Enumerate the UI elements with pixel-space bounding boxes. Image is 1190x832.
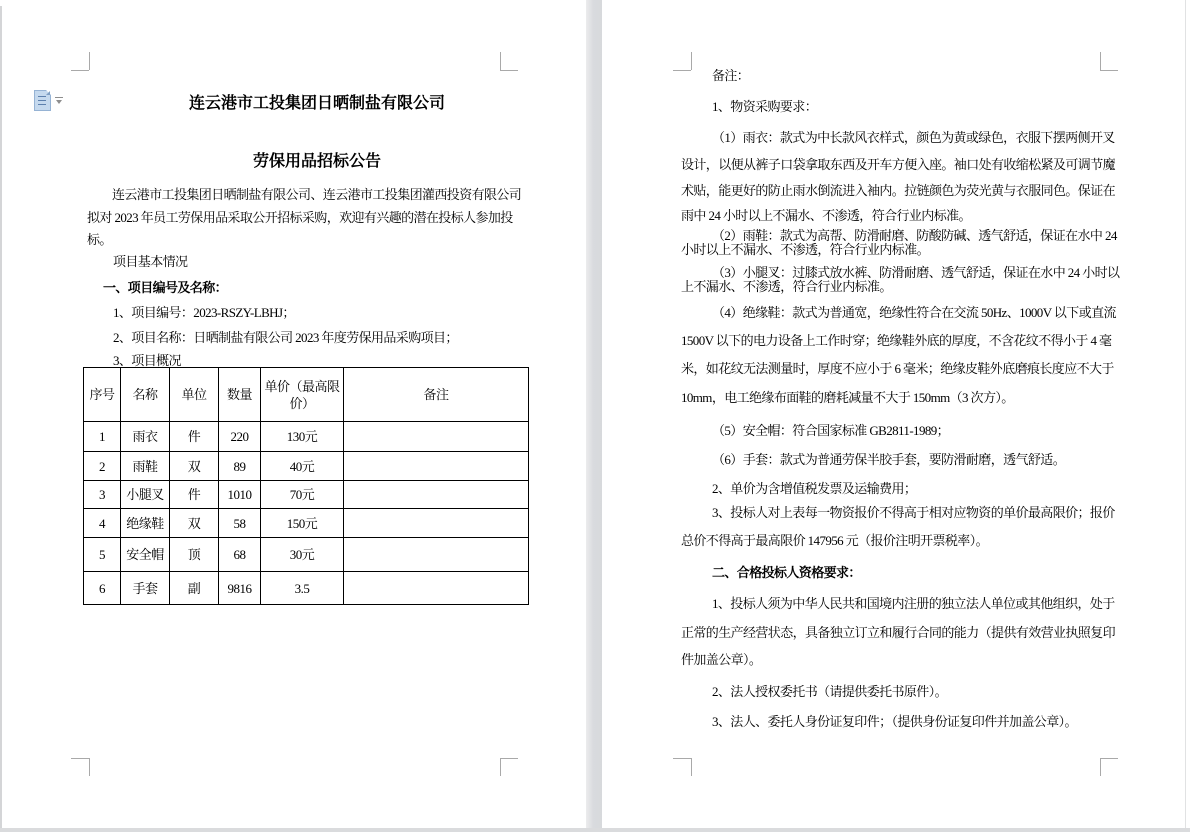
items-table: [83, 367, 529, 605]
chevron-down-icon[interactable]: [55, 97, 63, 98]
page-gap: [586, 0, 602, 828]
section-heading: 二、合格投标人资格要求：: [712, 565, 861, 580]
doc-line-icon: [38, 96, 46, 97]
crop-mark: [673, 758, 691, 759]
body-line: （6）手套：款式为普通劳保半胶手套，要防滑耐磨，透气舒适。: [712, 452, 1066, 467]
cell: 雨衣: [121, 422, 170, 452]
cell: 1: [84, 422, 121, 452]
cell: 小腿叉: [121, 481, 170, 509]
crop-mark: [1100, 52, 1101, 70]
section-line: 2、项目名称：日晒制盐有限公司 2023 年度劳保用品采购项目；: [113, 330, 458, 345]
body-line: 雨中 24 小时以上不漏水、不渗透，符合行业内标准。: [681, 208, 971, 223]
table-row: [84, 422, 529, 452]
intro-line: 拟对 2023 年员工劳保用品采取公开招标采购，欢迎有兴趣的潜在投标人参加投: [87, 210, 513, 225]
body-line: 正常的生产经营状态，具备独立订立和履行合同的能力（提供有效营业执照复印: [681, 625, 1116, 640]
crop-mark: [71, 758, 89, 759]
section-line: 项目基本情况: [113, 254, 188, 269]
col-header: 单价（最高限价）: [261, 368, 344, 422]
doc-line-icon: [38, 104, 46, 105]
body-line: 件加盖公章）。: [681, 652, 762, 667]
intro-line: 标。: [87, 232, 112, 247]
cell: 3: [84, 481, 121, 509]
cell: 4: [84, 509, 121, 538]
crop-mark: [500, 758, 501, 776]
body-line: 3、投标人对上表每一物资报价不得高于相对应物资的单价最高限价；报价: [712, 505, 1115, 520]
cell: [344, 481, 529, 509]
body-line: 上不漏水、不渗透，符合行业内标准。: [681, 279, 892, 294]
cell: 双: [170, 452, 219, 481]
cell: [344, 422, 529, 452]
body-line: （3）小腿叉：过膝式放水裤、防滑耐磨、透气舒适，保证在水中 24 小时以: [712, 265, 1120, 280]
body-line: 术贴，能更好的防止雨水倒流进入袖内。拉链颜色为荧光黄与衣服同色。保证在: [681, 183, 1116, 198]
paste-document-icon: [34, 90, 51, 111]
body-line: 1、投标人须为中华人民共和国境内注册的独立法人单位或其他组织，处于: [712, 596, 1115, 611]
cell: 绝缘鞋: [121, 509, 170, 538]
cell: 40元: [261, 452, 344, 481]
table-row: [84, 452, 529, 481]
table-row: [84, 509, 529, 538]
page-2[interactable]: [602, 0, 1186, 828]
crop-mark: [673, 70, 691, 71]
crop-mark: [500, 758, 518, 759]
crop-mark: [1100, 758, 1101, 776]
cell: 6: [84, 572, 121, 605]
crop-mark: [500, 70, 518, 71]
cell: [344, 572, 529, 605]
col-header: 名称: [121, 368, 170, 422]
section-heading: 一、项目编号及名称：: [103, 280, 228, 295]
section-line: 1、项目编号：2023-RSZY-LBHJ；: [113, 305, 295, 320]
cell: 副: [170, 572, 219, 605]
body-line: 1、物资采购要求：: [712, 99, 818, 114]
crop-mark: [1100, 758, 1118, 759]
cell: 150元: [261, 509, 344, 538]
cell: 70元: [261, 481, 344, 509]
doc-subtitle: 劳保用品招标公告: [252, 153, 381, 170]
cell: [344, 538, 529, 572]
body-line: （1）雨衣：款式为中长款风衣样式，颜色为黄或绿色，衣服下摆两侧开叉: [712, 130, 1115, 145]
body-line: 2、单价为含增值税发票及运输费用；: [712, 481, 917, 496]
body-line: （5）安全帽：符合国家标准 GB2811-1989；: [712, 423, 950, 438]
body-line: 总价不得高于最高限价 147956 元（报价注明开票税率）。: [681, 533, 989, 548]
canvas-left-edge: [0, 6, 2, 828]
cell: 58: [219, 509, 261, 538]
cell: 3.5: [261, 572, 344, 605]
crop-mark: [89, 758, 90, 776]
crop-mark: [89, 52, 90, 70]
crop-mark: [691, 758, 692, 776]
cell: 双: [170, 509, 219, 538]
cell: 件: [170, 422, 219, 452]
cell: 雨鞋: [121, 452, 170, 481]
body-line: 设计，以便从裤子口袋拿取东西及开车方便入座。袖口处有收缩松紧及可调节魔: [681, 157, 1116, 172]
body-line: （2）雨鞋：款式为高帮、防滑耐磨、防酸防碱、透气舒适，保证在水中 24: [712, 228, 1117, 243]
crop-mark: [500, 52, 501, 70]
cell: 220: [219, 422, 261, 452]
cell: 89: [219, 452, 261, 481]
table-row: [84, 481, 529, 509]
table-header-row: [84, 368, 529, 422]
paste-options-button[interactable]: [34, 90, 68, 112]
cell: 手套: [121, 572, 170, 605]
table-row: [84, 538, 529, 572]
cell: 130元: [261, 422, 344, 452]
canvas-right-edge: [1185, 0, 1186, 828]
body-line: 3、法人、委托人身份证复印件；（提供身份证复印件并加盖公章）。: [712, 714, 1077, 729]
cell: 5: [84, 538, 121, 572]
intro-line: 连云港市工投集团日晒制盐有限公司、连云港市工投集团灌西投资有限公司: [112, 187, 522, 202]
doc-title: 连云港市工投集团日晒制盐有限公司: [188, 95, 445, 112]
body-line: 备注：: [712, 68, 750, 83]
body-line: 1500V 以下的电力设备上工作时穿；绝缘鞋外底的厚度，不含花纹不得小于 4 毫: [681, 333, 1112, 348]
body-line: 2、法人授权委托书（请提供委托书原件）。: [712, 684, 948, 699]
crop-mark: [71, 70, 89, 71]
col-header: 单位: [170, 368, 219, 422]
cell: 9816: [219, 572, 261, 605]
cell: 件: [170, 481, 219, 509]
body-line: 小时以上不漏水、不渗透，符合行业内标准。: [681, 242, 930, 257]
col-header: 数量: [219, 368, 261, 422]
crop-mark: [691, 52, 692, 70]
section-line: 3、项目概况: [113, 353, 181, 368]
cell: 安全帽: [121, 538, 170, 572]
doc-line-icon: [38, 100, 46, 101]
table-row: [84, 572, 529, 605]
page-fold-shade-icon: [46, 91, 50, 95]
crop-mark: [1100, 70, 1118, 71]
cell: 2: [84, 452, 121, 481]
body-line: 米，如花纹无法测量时，厚度不应小于 6 毫米；绝缘皮鞋外底磨痕长度应不大于: [681, 361, 1114, 376]
col-header: 备注: [344, 368, 529, 422]
cell: 顶: [170, 538, 219, 572]
cell: [344, 452, 529, 481]
chevron-down-icon[interactable]: [56, 100, 62, 104]
cell: 1010: [219, 481, 261, 509]
cell: [344, 509, 529, 538]
cell: 30元: [261, 538, 344, 572]
body-line: （4）绝缘鞋：款式为普通宽，绝缘性符合在交流 50Hz、1000V 以下或直流: [712, 305, 1116, 320]
page-bottom-gap: [0, 828, 1190, 832]
col-header: 序号: [84, 368, 121, 422]
cell: 68: [219, 538, 261, 572]
body-line: 10mm，电工绝缘布面鞋的磨耗减量不大于 150mm（3 次方）。: [681, 390, 1014, 405]
